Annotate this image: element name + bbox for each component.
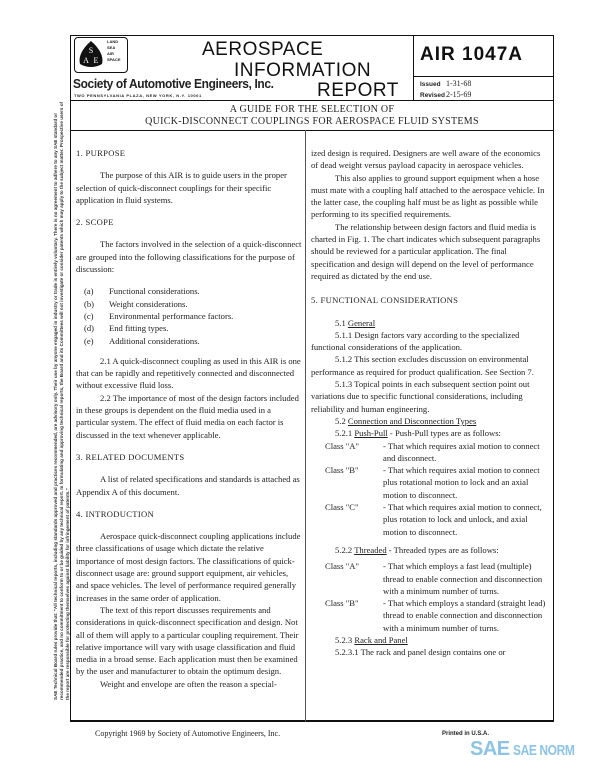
- subsection-number: 5.2: [335, 415, 346, 426]
- threaded-classes: [311, 560, 549, 634]
- left-column: [76, 147, 302, 690]
- list-item: [84, 322, 302, 334]
- class-key: Class "B": [325, 465, 359, 476]
- class-desc: - That which requires axial motion to connect plus rotational motion to lock and an axial motion to disconnect.: [383, 465, 540, 500]
- logo-word: LAND: [107, 39, 119, 44]
- paragraph: 5.1.3 Topical points in each subsequent section point out variations due to specific functional considerations, including reliability and human engineering.: [311, 379, 530, 414]
- class-desc: - That which requires axial motion to connect and disconnect.: [383, 440, 540, 463]
- pushpull-classes: [311, 440, 549, 538]
- paragraph: 5.2.3.1 The rack and panel design contains one or: [335, 647, 506, 658]
- class-key: Class "A": [325, 440, 359, 451]
- right-column: [311, 147, 549, 659]
- list-key: (e): [84, 335, 94, 346]
- section-heading: 2. SCOPE: [76, 217, 114, 228]
- printed-in: Printed in U.S.A.: [442, 731, 490, 737]
- logo-words: [107, 39, 125, 63]
- section-heading: 5. FUNCTIONAL CONSIDERATIONS: [311, 295, 459, 306]
- subsection-number: 5.2.1: [335, 428, 353, 439]
- list-item: [84, 335, 302, 347]
- subsection-title: Rack and Panel: [354, 634, 408, 645]
- subsection-title: Threaded: [354, 544, 387, 555]
- divider: [70, 130, 554, 131]
- svg-text:E: E: [93, 56, 99, 65]
- classification-list: [76, 285, 302, 346]
- class-item: [325, 501, 549, 538]
- list-item: [84, 298, 302, 310]
- subsection-number: 5.2.3: [335, 634, 353, 645]
- column-divider: [305, 130, 306, 722]
- class-desc: - That which employs a standard (straight lead) thread to enable connection and disconnection with a minimum number of turns.: [383, 598, 546, 633]
- paragraph: 2.1 A quick-disconnect coupling as used in this AIR is one that can be rapidly and repetitively connected and disconnected without excessive fluid loss.: [76, 355, 301, 391]
- issued-label: Issued: [420, 81, 441, 88]
- class-item: [325, 464, 549, 501]
- section-heading: 1. PURPOSE: [76, 148, 126, 158]
- class-item: [325, 440, 549, 465]
- section-heading: 4. INTRODUCTION: [76, 508, 155, 519]
- doc-type-line1: AEROSPACE: [202, 39, 324, 60]
- subheading: [311, 634, 549, 646]
- list-value: Functional considerations.: [109, 286, 200, 297]
- list-key: (b): [84, 298, 95, 309]
- paragraph: The purpose of this AIR is to guide users in the proper selection of quick-disconnect couplings for their specific application in fluid systems.: [76, 170, 287, 205]
- subsection-title: General: [347, 317, 376, 328]
- paragraph: The factors involved in the selection of a quick-disconnect are grouped into the following classifications for the purpose of discussion:: [76, 239, 302, 275]
- paragraph: 5.1.2 This section excludes discussion on environmental performance as required for product qualification. See Section 7.: [311, 354, 534, 377]
- revised-label: Revised: [420, 92, 445, 99]
- logo-word: AIR: [107, 51, 114, 56]
- paragraph: 5.1.1 Design factors vary according to the specialized functional considerations of the application.: [311, 329, 520, 353]
- class-item: [325, 597, 549, 634]
- list-value: Environmental performance factors.: [109, 310, 234, 321]
- subheading: [311, 415, 549, 427]
- title-line: A GUIDE FOR THE SELECTION OF: [229, 104, 395, 115]
- paragraph: Weight and envelope are often the reason a special-: [100, 678, 277, 689]
- list-key: (a): [84, 286, 94, 297]
- paragraph: The relationship between design factors and fluid media is charted in Fig. 1. The chart indicates which subsequent paragraphs should be reviewed for a particular application. The final specification and design will depend on the level of performance required as dictated by the end use.: [311, 221, 541, 281]
- list-value: Weight considerations.: [109, 298, 188, 309]
- subsection-number: 5.2.2: [335, 544, 353, 555]
- class-key: Class "B": [325, 598, 359, 609]
- paragraph: A list of related specifications and standards is attached as Appendix A of this document.: [76, 474, 300, 497]
- subsection-title: Connection and Disconnection Types: [347, 415, 477, 426]
- paragraph: The text of this report discusses requirements and considerations in quick-disconnect specification and design. Not all of them will apply to a particular coupling requirement. Their relative importance will vary with usage classification and fluid media in a broad sense. Each application must then be examined by the user and manufacturer to obtain the optimum design.: [76, 604, 299, 677]
- doc-type-line3: REPORT: [317, 80, 399, 101]
- class-item: [325, 560, 549, 597]
- section-heading: 3. RELATED DOCUMENTS: [76, 451, 185, 462]
- svg-text:A: A: [83, 56, 89, 65]
- divider: [413, 35, 414, 100]
- doc-type-line2: INFORMATION: [234, 60, 372, 81]
- sae-logo-emblem-icon: [77, 40, 105, 68]
- watermark-text: SAE NORM: [512, 742, 575, 759]
- list-value: End fitting types.: [109, 323, 169, 334]
- org-address: TWO PENNSYLVANIA PLAZA, NEW YORK, N.Y. 10001: [74, 93, 202, 98]
- subsection-text: - Push-Pull types are as follows:: [387, 428, 501, 439]
- side-disclaimer: SAE Technical Board rules provide that: "All technical reports, including standards approved and practices recommended, are advisory only. Their use by anyone engaged in industry or trade is entirely voluntary. There is no agreement to adhere to any SAE standard or recommended practice, and no commitment to conform to or be guided by any technical report. In formulating and approving technical reports, the Board and its Committees will not investigate or consider patents which may apply to the subject matter. Prospective users of the report are responsible for protecting themselves against liability for infringement of patents.": [53, 101, 70, 700]
- list-item: [84, 310, 302, 322]
- subheading: [311, 317, 549, 329]
- revised-date: 2-15-69: [446, 90, 472, 99]
- watermark-logo: SAE: [470, 738, 510, 760]
- sae-norm-watermark: [470, 738, 589, 761]
- logo-word: SEA: [107, 45, 116, 50]
- class-key: Class "C": [325, 502, 359, 513]
- title-line: QUICK-DISCONNECT COUPLINGS FOR AEROSPACE FLUID SYSTEMS: [145, 116, 479, 127]
- subheading: [311, 427, 549, 439]
- issued-date: 1-31-68: [446, 79, 472, 88]
- list-key: (c): [84, 310, 94, 321]
- list-value: Additional considerations.: [109, 335, 200, 346]
- logo-word: SPACE: [107, 57, 121, 62]
- divider: [413, 76, 554, 77]
- svg-text:S: S: [88, 46, 94, 55]
- list-key: (d): [84, 323, 95, 334]
- list-item: [84, 285, 302, 297]
- paragraph: This also applies to ground support equipment when a hose must mate with a coupling half attached to the aerospace vehicle. In the latter case, the coupling half must be as light as possible while performing to its specified requirements.: [311, 172, 545, 220]
- divider: [70, 100, 554, 101]
- class-desc: - That which employs a fast lead (multiple) thread to enable connection and disconnection with a minimum number of turns.: [383, 561, 543, 596]
- class-desc: - That which requires axial motion to connect, plus rotation to lock and unlock, and axial motion to disconnect.: [383, 502, 542, 537]
- subsection-title: Push-Pull: [354, 428, 388, 439]
- subsection-number: 5.1: [335, 317, 346, 328]
- doc-number: AIR 1047A: [420, 44, 523, 65]
- org-name: Society of Automotive Engineers, Inc.: [73, 76, 274, 91]
- paragraph: 2.2 The importance of most of the design factors included in these groups is dependent on the fluid media used in a particular system. The effect of fluid media on each factor is discussed in the text whenever applicable.: [76, 392, 299, 440]
- paragraph: Aerospace quick-disconnect coupling applications include three classifications of usage which dictate the relative importance of most design factors. The classifications of quick-disconnect usage are: ground support equipment, air vehicles, and space vehicles. The level of performance required generally increases in the same order of application.: [76, 531, 301, 603]
- doc-dates: [420, 79, 471, 101]
- subheading: [311, 544, 549, 556]
- paragraph: ized design is required. Designers are well aware of the economics of dead weight versus payload capacity in aerospace vehicles.: [311, 148, 541, 171]
- copyright: Copyright 1969 by Society of Automotive Engineers, Inc.: [95, 729, 281, 738]
- subsection-text: - Threaded types are as follows:: [386, 544, 499, 555]
- document-title: [70, 104, 554, 128]
- class-key: Class "A": [325, 561, 359, 572]
